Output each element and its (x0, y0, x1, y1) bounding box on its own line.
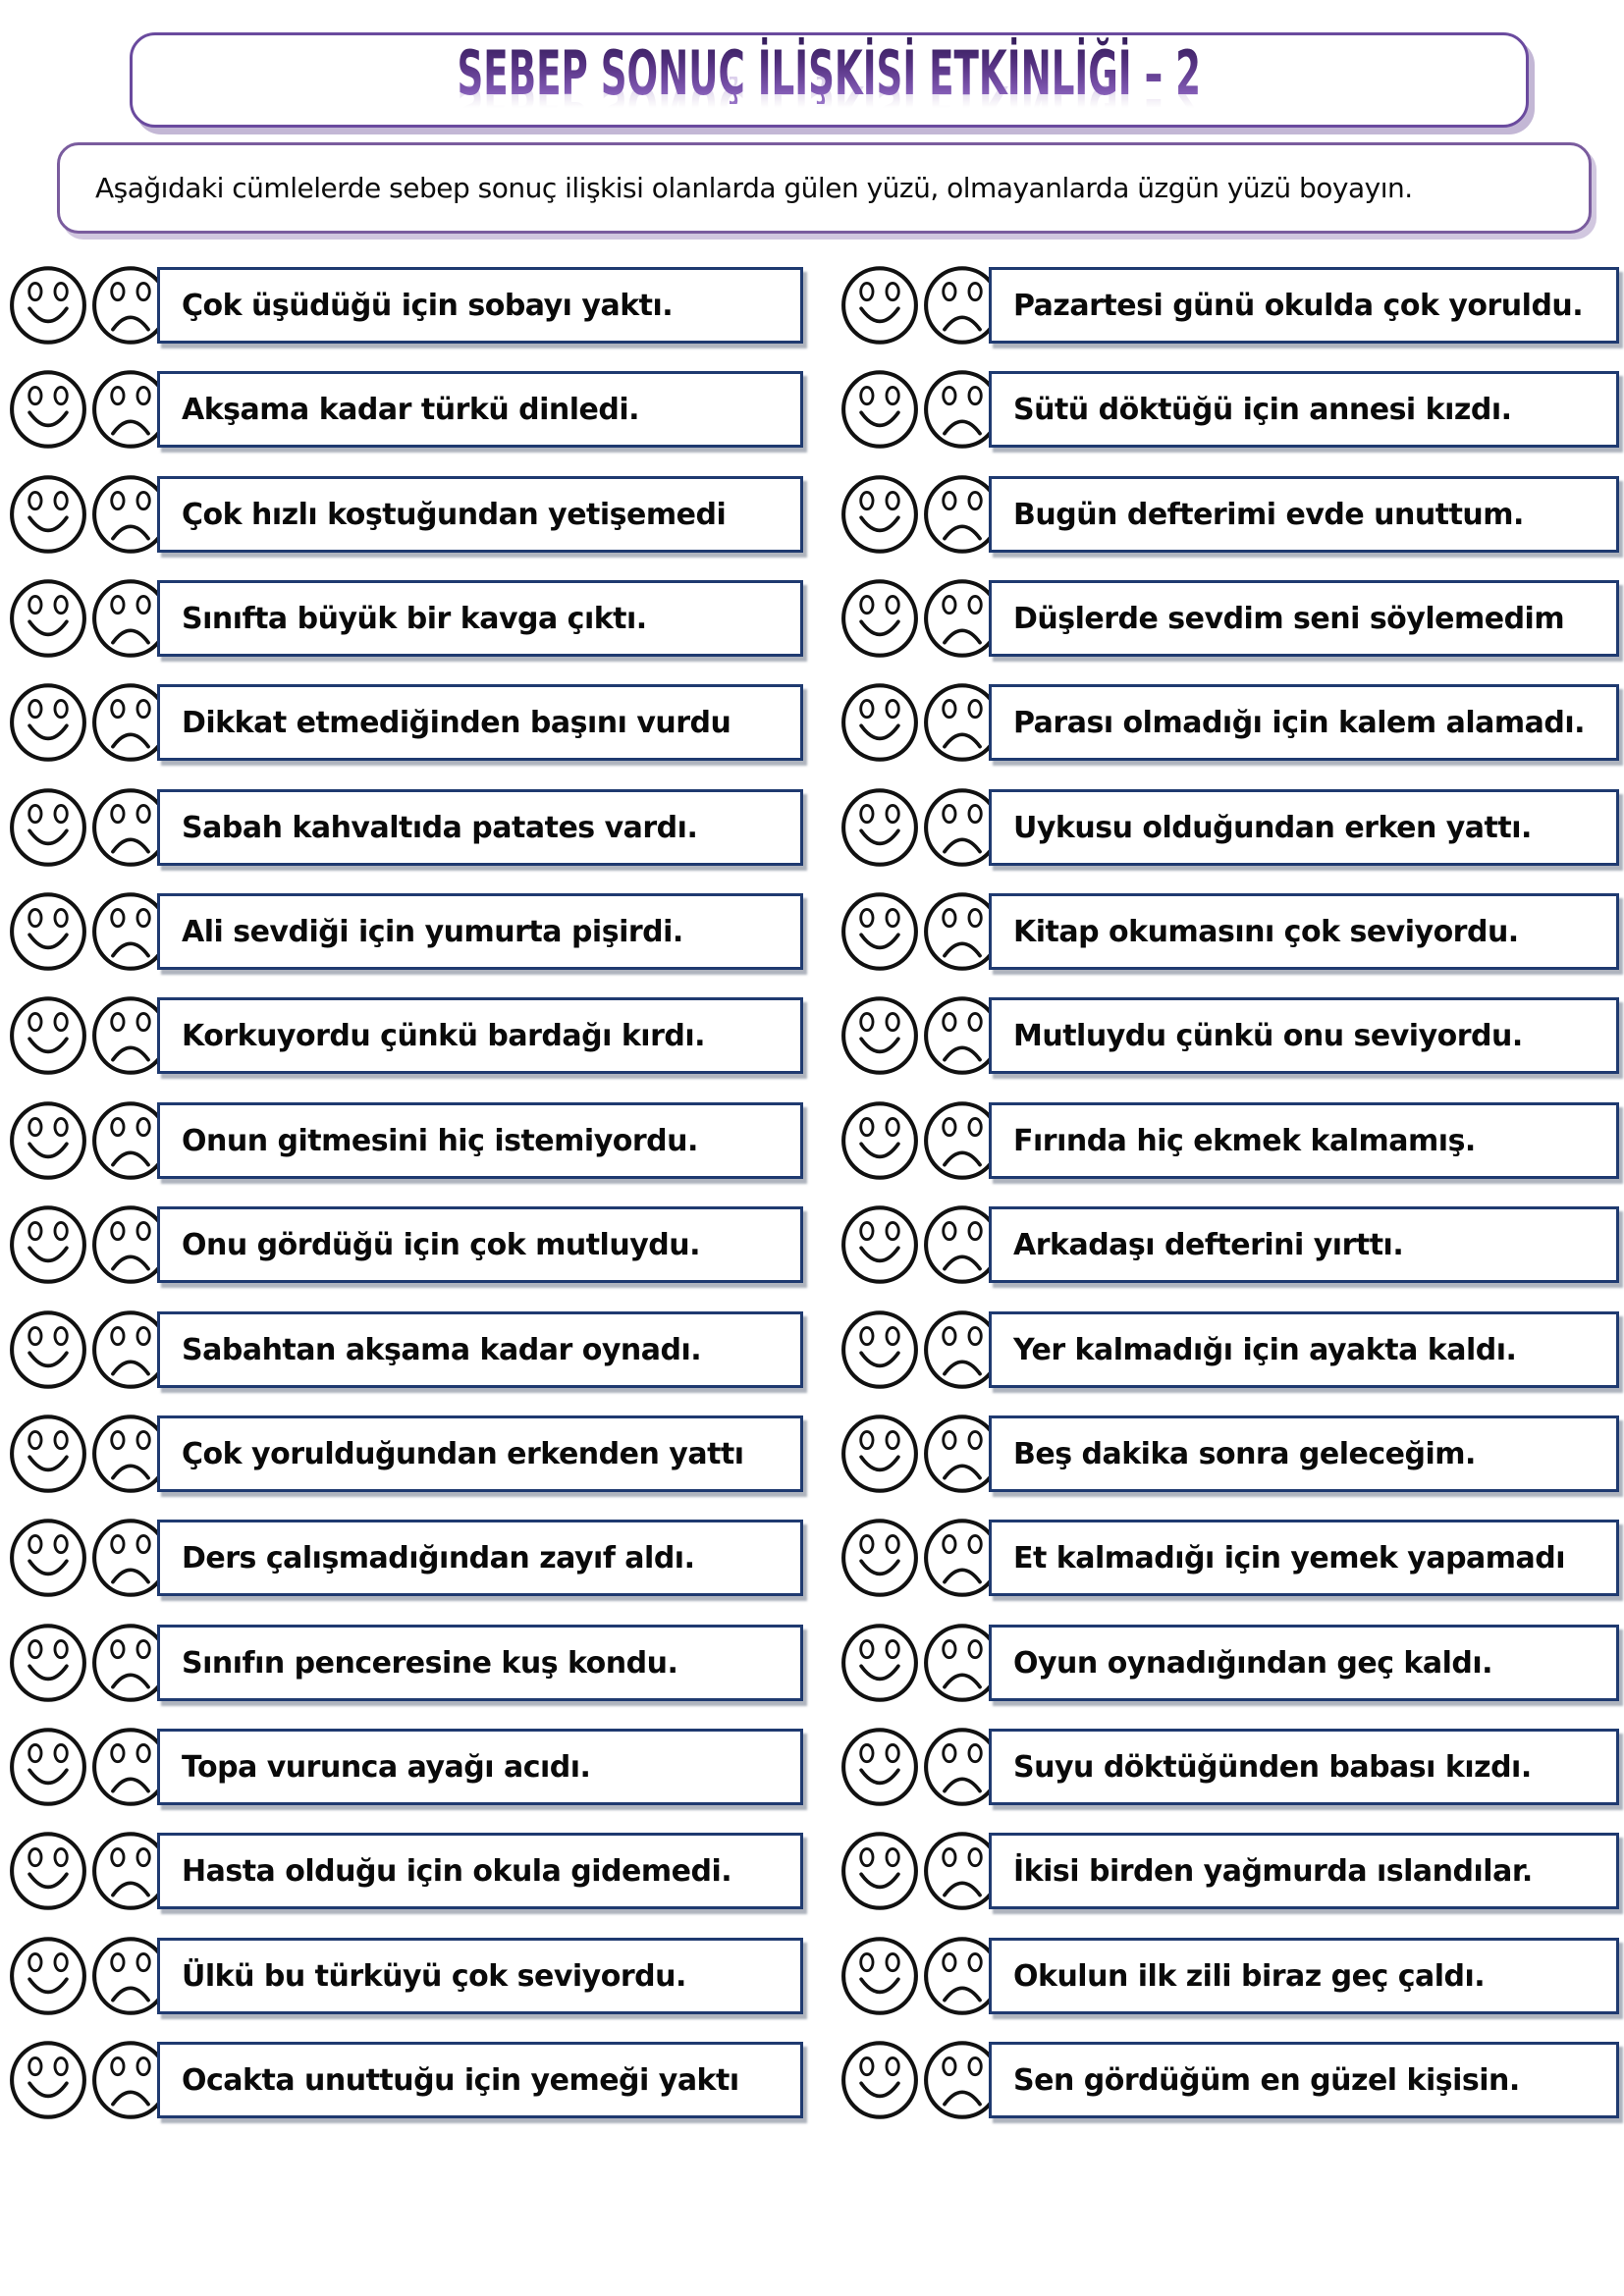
worksheet-row (8, 1833, 803, 1909)
title-banner (130, 32, 1529, 128)
sentence-box (989, 1520, 1619, 1596)
worksheet-row (839, 1938, 1624, 2014)
worksheet-row (8, 2042, 803, 2118)
worksheet-row (8, 476, 803, 553)
sentence-box (157, 476, 803, 553)
happy-face-icon[interactable] (8, 1830, 88, 1912)
sentence-box (989, 1206, 1619, 1283)
sentence-box (157, 1206, 803, 1283)
happy-face-icon[interactable] (839, 577, 920, 660)
worksheet-row (8, 1311, 803, 1388)
worksheet-row (8, 1520, 803, 1596)
happy-face-icon[interactable] (8, 1099, 88, 1182)
happy-face-icon[interactable] (8, 368, 88, 451)
worksheet-row (839, 684, 1624, 761)
sentence-box (989, 267, 1619, 344)
worksheet-row (839, 2042, 1624, 2118)
sentence-text: Çok yorulduğundan erkenden yattı (182, 1436, 744, 1471)
sentence-text: Oyun oynadığından geç kaldı. (1013, 1645, 1493, 1681)
sentence-text: Yer kalmadığı için ayakta kaldı. (1013, 1332, 1517, 1367)
sentence-box (157, 371, 803, 448)
sentence-text: Mutluydu çünkü onu seviyordu. (1013, 1018, 1523, 1053)
happy-face-icon[interactable] (839, 1413, 920, 1495)
happy-face-icon[interactable] (839, 786, 920, 869)
happy-face-icon[interactable] (839, 1517, 920, 1599)
sentence-box (989, 1311, 1619, 1388)
worksheet-row (8, 267, 803, 344)
sentence-box (989, 580, 1619, 657)
sentence-text: Akşama kadar türkü dinledi. (182, 392, 640, 427)
happy-face-icon[interactable] (839, 368, 920, 451)
sentence-box (157, 893, 803, 970)
worksheet-row (8, 789, 803, 866)
happy-face-icon[interactable] (8, 1935, 88, 2017)
sentence-text: Okulun ilk zili biraz geç çaldı. (1013, 1958, 1486, 1994)
sentence-text: Ocakta unuttuğu için yemeği yaktı (182, 2062, 739, 2098)
happy-face-icon[interactable] (839, 1308, 920, 1391)
instruction-box (57, 142, 1592, 234)
worksheet-row (839, 267, 1624, 344)
sentence-text: Ali sevdiği için yumurta pişirdi. (182, 914, 683, 949)
worksheet-row (8, 997, 803, 1074)
happy-face-icon[interactable] (8, 890, 88, 973)
sentence-box (989, 1625, 1619, 1701)
happy-face-icon[interactable] (8, 1413, 88, 1495)
sentence-text: Çok hızlı koştuğundan yetişemedi (182, 497, 727, 532)
happy-face-icon[interactable] (8, 1622, 88, 1704)
sentence-box (989, 997, 1619, 1074)
worksheet-row (8, 1625, 803, 1701)
worksheet-row (8, 893, 803, 970)
sentence-box (157, 1833, 803, 1909)
worksheet-row (839, 1311, 1624, 1388)
worksheet-row (8, 1102, 803, 1179)
sentence-box (157, 789, 803, 866)
happy-face-icon[interactable] (839, 681, 920, 764)
sentence-box (157, 1938, 803, 2014)
sentence-text: Parası olmadığı için kalem alamadı. (1013, 705, 1586, 740)
happy-face-icon[interactable] (839, 994, 920, 1077)
instruction-text: Aşağıdaki cümlelerde sebep sonuç ilişkisi olanlarda gülen yüzü, olmayanlarda üzgün yüzü boyayın. (95, 172, 1413, 204)
worksheet-row (839, 789, 1624, 866)
sentence-box (157, 684, 803, 761)
sentence-text: Çok üşüdüğü için sobayı yaktı. (182, 288, 674, 323)
sentence-box (989, 1938, 1619, 2014)
happy-face-icon[interactable] (839, 1935, 920, 2017)
sentence-text: Düşlerde sevdim seni söylemedim (1013, 601, 1565, 636)
sentence-text: Kitap okumasını çok seviyordu. (1013, 914, 1519, 949)
worksheet-row (839, 1833, 1624, 1909)
sentence-box (989, 1729, 1619, 1805)
sentence-box (989, 893, 1619, 970)
happy-face-icon[interactable] (839, 1099, 920, 1182)
sentence-text: Sabahtan akşama kadar oynadı. (182, 1332, 702, 1367)
sentence-text: Hasta olduğu için okula gidemedi. (182, 1853, 732, 1889)
happy-face-icon[interactable] (8, 681, 88, 764)
sentence-text: Bugün defterimi evde unuttum. (1013, 497, 1524, 532)
sentence-box (989, 1833, 1619, 1909)
worksheet-row (8, 1206, 803, 1283)
sentence-text: Fırında hiç ekmek kalmamış. (1013, 1123, 1476, 1158)
worksheet-row (839, 1206, 1624, 1283)
happy-face-icon[interactable] (8, 994, 88, 1077)
happy-face-icon[interactable] (8, 1726, 88, 1808)
sentence-box (157, 580, 803, 657)
happy-face-icon[interactable] (8, 2039, 88, 2121)
sentence-box (157, 1311, 803, 1388)
happy-face-icon[interactable] (839, 1726, 920, 1808)
worksheet-row (8, 1415, 803, 1492)
happy-face-icon[interactable] (839, 473, 920, 556)
worksheet-row (839, 371, 1624, 448)
happy-face-icon[interactable] (8, 1308, 88, 1391)
sentence-text: Korkuyordu çünkü bardağı kırdı. (182, 1018, 706, 1053)
worksheet-row (839, 997, 1624, 1074)
sentence-box (989, 684, 1619, 761)
worksheet-row (8, 371, 803, 448)
sentence-box (157, 1625, 803, 1701)
sentence-text: Sen gördüğüm en güzel kişisin. (1013, 2062, 1520, 2098)
sentence-box (989, 371, 1619, 448)
sentence-text: Onun gitmesini hiç istemiyordu. (182, 1123, 698, 1158)
worksheet-row (8, 684, 803, 761)
sentence-box (157, 1102, 803, 1179)
sentence-text: İkisi birden yağmurda ıslandılar. (1013, 1853, 1533, 1889)
sentence-text: Beş dakika sonra geleceğim. (1013, 1436, 1476, 1471)
sentence-text: Ders çalışmadığından zayıf aldı. (182, 1540, 695, 1575)
worksheet-row (839, 1520, 1624, 1596)
sentence-box (157, 1415, 803, 1492)
happy-face-icon[interactable] (8, 577, 88, 660)
sentence-text: Sınıfın penceresine kuş kondu. (182, 1645, 678, 1681)
sentence-text: Topa vurunca ayağı acıdı. (182, 1749, 591, 1785)
sentence-box (157, 997, 803, 1074)
sentence-text: Uykusu olduğundan erken yattı. (1013, 810, 1532, 845)
worksheet-row (839, 476, 1624, 553)
worksheet-row (8, 1729, 803, 1805)
page-title: SEBEP SONUÇ İLİŞKİSİ ETKİNLİĞİ – 2 (457, 37, 1202, 109)
happy-face-icon[interactable] (8, 473, 88, 556)
sentence-box (157, 2042, 803, 2118)
happy-face-icon[interactable] (839, 1203, 920, 1286)
worksheet-row (839, 1729, 1624, 1805)
happy-face-icon[interactable] (8, 786, 88, 869)
sentence-text: Sabah kahvaltıda patates vardı. (182, 810, 698, 845)
happy-face-icon[interactable] (839, 2039, 920, 2121)
sentence-box (989, 789, 1619, 866)
sentence-box (989, 1102, 1619, 1179)
sentence-box (989, 1415, 1619, 1492)
happy-face-icon[interactable] (8, 1517, 88, 1599)
worksheet-row (8, 1938, 803, 2014)
happy-face-icon[interactable] (839, 890, 920, 973)
happy-face-icon[interactable] (839, 1622, 920, 1704)
sentence-text: Ülkü bu türküyü çok seviyordu. (182, 1958, 686, 1994)
worksheet-row (839, 1625, 1624, 1701)
happy-face-icon[interactable] (8, 264, 88, 347)
happy-face-icon[interactable] (839, 1830, 920, 1912)
sentence-text: Arkadaşı defterini yırttı. (1013, 1227, 1404, 1262)
sentence-text: Onu gördüğü için çok mutluydu. (182, 1227, 700, 1262)
sentence-text: Suyu döktüğünden babası kızdı. (1013, 1749, 1532, 1785)
sentence-box (989, 2042, 1619, 2118)
sentence-text: Et kalmadığı için yemek yapamadı (1013, 1540, 1566, 1575)
sentence-box (157, 1729, 803, 1805)
sentence-box (157, 267, 803, 344)
worksheet-row (839, 893, 1624, 970)
sentence-text: Pazartesi günü okulda çok yoruldu. (1013, 288, 1584, 323)
happy-face-icon[interactable] (839, 264, 920, 347)
worksheet-row (839, 1102, 1624, 1179)
sentence-text: Sütü döktüğü için annesi kızdı. (1013, 392, 1512, 427)
sentence-text: Dikkat etmediğinden başını vurdu (182, 705, 731, 740)
worksheet-row (839, 580, 1624, 657)
sentence-box (989, 476, 1619, 553)
worksheet-row (839, 1415, 1624, 1492)
sentence-box (157, 1520, 803, 1596)
happy-face-icon[interactable] (8, 1203, 88, 1286)
sentence-text: Sınıfta büyük bir kavga çıktı. (182, 601, 647, 636)
worksheet-row (8, 580, 803, 657)
